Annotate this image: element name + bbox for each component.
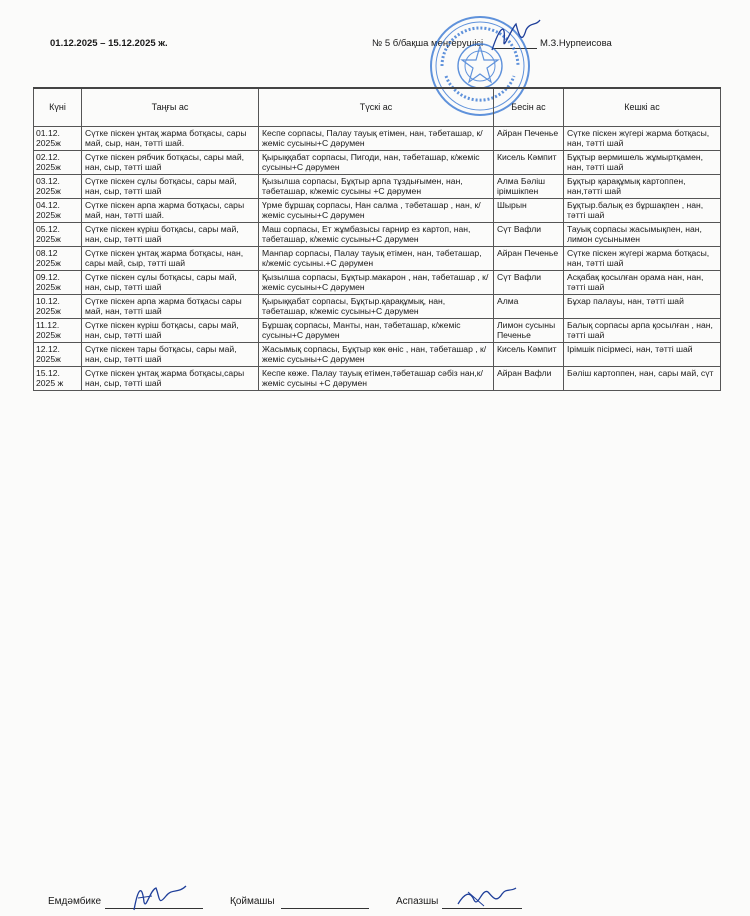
- cell-lunch: Қызылша сорпасы, Бұқтыр арпа тұздығымен, нан, тәбеташар, к/жеміс сусыны +С дәрумен: [259, 174, 494, 198]
- table-row: [34, 342, 721, 366]
- cell-breakfast: Сүтке піскен сұлы ботқасы, сары май, нан, сыр, тәтті шай: [82, 270, 259, 294]
- cell-day: 03.12. 2025ж: [34, 174, 82, 198]
- dietitian-label: Емдәмбике: [48, 896, 102, 907]
- cell-snack: Сүт Вафли: [494, 270, 564, 294]
- cell-day: 09.12. 2025ж: [34, 270, 82, 294]
- table-row: [34, 222, 721, 246]
- table-header-row: [34, 88, 721, 127]
- dietitian-signature-icon: [128, 880, 190, 916]
- cell-snack: Айран Печенье: [494, 246, 564, 270]
- cell-breakfast: Сүтке піскен арпа жарма ботқасы, сары май, нан, тәтті шай.: [82, 198, 259, 222]
- column-header-lunch: Түскі ас: [259, 88, 494, 127]
- cell-dinner: Тауық сорпасы жасымықпен, нан, лимон сусынымен: [564, 222, 721, 246]
- cell-lunch: Маш сорпасы, Ет жұмбазысы гарнир ез картоп, нан, тәбеташар, к/жеміс сусыны+С дәрумен: [259, 222, 494, 246]
- cell-day: 02.12. 2025ж: [34, 150, 82, 174]
- menu-period: 01.12.2025 – 15.12.2025 ж.: [50, 38, 168, 49]
- cell-snack: Кисель Кәмпит: [494, 150, 564, 174]
- cell-dinner: Бұқтыр вермишель жұмыртқамен, нан, тәтті шай: [564, 150, 721, 174]
- storekeeper-signature-line: [281, 908, 369, 909]
- cell-dinner: Сүтке піскен жүгері жарма ботқасы, нан, тәтті шай: [564, 127, 721, 151]
- approval-title: № 5 б/бақша меңгерушісі: [372, 38, 484, 49]
- cell-snack: Сүт Вафли: [494, 222, 564, 246]
- cell-breakfast: Сүтке піскен рябчик ботқасы, сары май, нан, сыр, тәтті шай: [82, 150, 259, 174]
- cell-breakfast: Сүтке піскен арпа жарма ботқасы сары май, нан, тәтті шай: [82, 294, 259, 318]
- column-header-breakfast: Таңғы ас: [82, 88, 259, 127]
- cell-breakfast: Сүтке піскен ұнтақ жарма ботқасы, сары май, сыр, нан, тәтті шай.: [82, 127, 259, 151]
- cell-lunch: Жасымық сорпасы, Бұқтыр көк өніс , нан, тәбеташар , к/жеміс сусыны+С дәрумен: [259, 342, 494, 366]
- cell-breakfast: Сүтке піскен тары ботқасы, сары май, нан, сыр, тәтті шай: [82, 342, 259, 366]
- cell-snack: Айран Вафли: [494, 366, 564, 390]
- weekly-menu-table: [33, 87, 721, 391]
- cell-snack: Шырын: [494, 198, 564, 222]
- cell-lunch: Үрме бұршақ сорпасы, Нан салма , тәбеташар , нан, к/жеміс сусыны+С дәрумен: [259, 198, 494, 222]
- cell-lunch: Қырыққабат сорпасы, Пигоди, нан, тәбеташар, к/жеміс сусыны+С дәрумен: [259, 150, 494, 174]
- cell-day: 12.12. 2025ж: [34, 342, 82, 366]
- table-row: [34, 246, 721, 270]
- signature-footer: [0, 440, 750, 907]
- cell-lunch: Манпар сорпасы, Палау тауық етімен, нан, тәбеташар, к/жеміс сусыны.+С дәрумен: [259, 246, 494, 270]
- cell-snack: Айран Печенье: [494, 127, 564, 151]
- cell-dinner: Ірімшік пісірмесі, нан, тәтті шай: [564, 342, 721, 366]
- column-header-day: Күні: [34, 88, 82, 127]
- table-row: [34, 294, 721, 318]
- cell-snack: Кисель Кәмпит: [494, 342, 564, 366]
- cell-dinner: Асқабақ қосылған орама нан, нан, тәтті шай: [564, 270, 721, 294]
- table-row: [34, 174, 721, 198]
- cell-snack: Алма: [494, 294, 564, 318]
- cell-breakfast: Сүтке піскен сұлы ботқасы, сары май, нан, сыр, тәтті шай: [82, 174, 259, 198]
- cell-breakfast: Сүтке піскен ұнтақ жарма ботқасы, нан, сары май, сыр, тәтті шай: [82, 246, 259, 270]
- cell-breakfast: Сүтке піскен күріш ботқасы, сары май, нан, сыр, тәтті шай: [82, 318, 259, 342]
- table-row: [34, 150, 721, 174]
- cell-day: 15.12. 2025 ж: [34, 366, 82, 390]
- column-header-dinner: Кешкі ас: [564, 88, 721, 127]
- cell-day: 01.12. 2025ж: [34, 127, 82, 151]
- cell-breakfast: Сүтке піскен күріш ботқасы, сары май, нан, сыр, тәтті шай: [82, 222, 259, 246]
- table-row: [34, 198, 721, 222]
- cook-signature-icon: [454, 880, 518, 914]
- cook-label: Аспазшы: [396, 896, 439, 907]
- cell-lunch: Кеспе сорпасы, Палау тауық етімен, нан, тәбеташар, к/жеміс сусыны+С дәрумен: [259, 127, 494, 151]
- cell-lunch: Бұршақ сорпасы, Манты, нан, тәбеташар, к/жеміс сусыны+С дәрумен: [259, 318, 494, 342]
- table-row: [34, 318, 721, 342]
- approver-signature-icon: [486, 16, 544, 58]
- cell-lunch: Кеспе көже. Палау тауық етімен,тәбеташар сәбіз нан,к/жеміс сусыны +С дәрумен: [259, 366, 494, 390]
- storekeeper-label: Қоймашы: [230, 896, 275, 907]
- cell-snack: Лимон сусыны Печенье: [494, 318, 564, 342]
- cell-lunch: Қырыққабат сорпасы, Бұқтыр.қарақұмық, нан, тәбеташар, к/жеміс сусыны+С дәрумен: [259, 294, 494, 318]
- cell-day: 08.12 2025ж: [34, 246, 82, 270]
- cell-dinner: Балық сорпасы арпа қосылған , нан, тәтті шай: [564, 318, 721, 342]
- cell-dinner: Сүтке піскен жүгері жарма ботқасы, нан, тәтті шай: [564, 246, 721, 270]
- table-row: [34, 366, 721, 390]
- table-row: [34, 127, 721, 151]
- cell-dinner: Бәліш картоппен, нан, сары май, сүт: [564, 366, 721, 390]
- cell-day: 10.12. 2025ж: [34, 294, 82, 318]
- cell-dinner: Бұқтыр.балық ез бұршақпен , нан, тәтті шай: [564, 198, 721, 222]
- cell-day: 04.12. 2025ж: [34, 198, 82, 222]
- cell-dinner: Бұхар палауы, нан, тәтті шай: [564, 294, 721, 318]
- cell-dinner: Бұқтыр қарақұмық картоппен, нан,тәтті шай: [564, 174, 721, 198]
- approver-name: М.З.Нурпеисова: [540, 38, 612, 49]
- cell-day: 05.12. 2025ж: [34, 222, 82, 246]
- column-header-snack: Бесін ас: [494, 88, 564, 127]
- document-header: [0, 0, 750, 80]
- cell-day: 11.12. 2025ж: [34, 318, 82, 342]
- cell-lunch: Қызылша сорпасы, Бұқтыр.макарон , нан, тәбеташар , к/жеміс сусыны+С дәрумен: [259, 270, 494, 294]
- cell-breakfast: Сүтке піскен ұнтақ жарма ботқасы,сары нан, сыр, тәтті шай: [82, 366, 259, 390]
- cell-snack: Алма Бәліш ірімшікпен: [494, 174, 564, 198]
- table-row: [34, 270, 721, 294]
